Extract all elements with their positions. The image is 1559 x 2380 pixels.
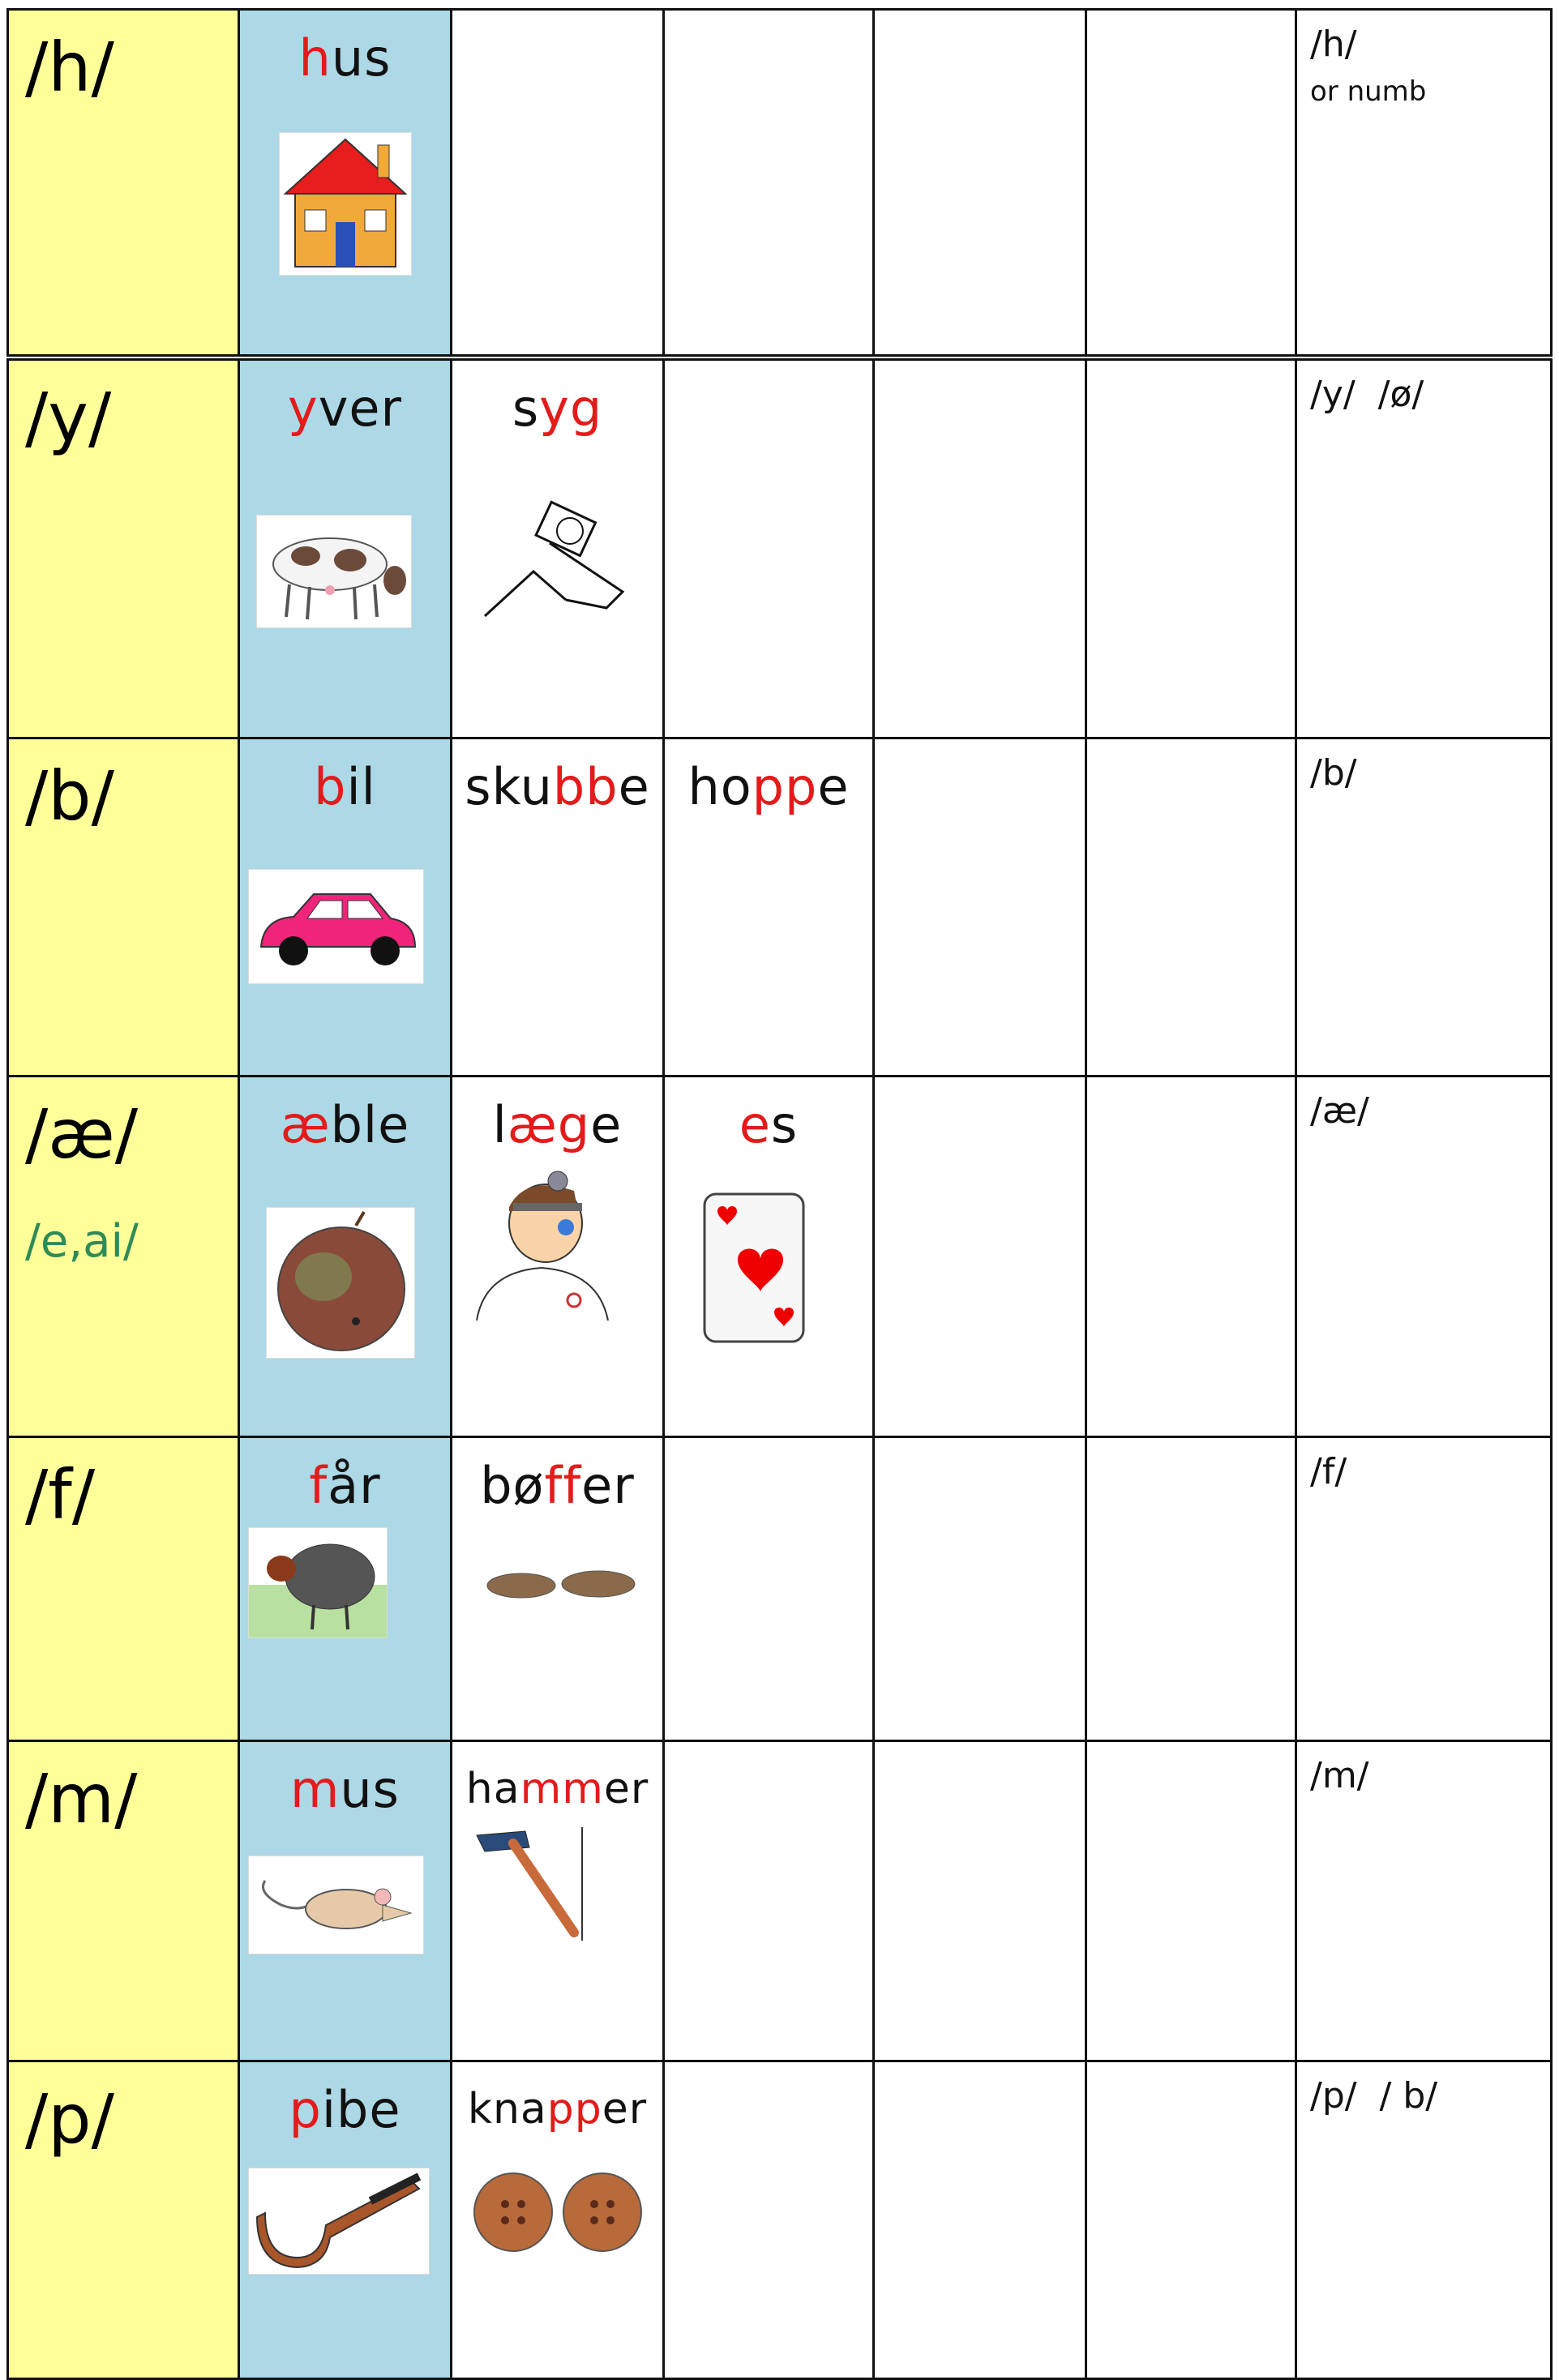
phoneme-cell <box>6 2060 240 2380</box>
apple-icon <box>266 1207 415 1359</box>
phoneme-label: /p/ <box>25 2079 114 2159</box>
note-cell <box>1295 737 1553 1077</box>
word-cell <box>662 1740 875 2062</box>
cow-icon <box>256 515 412 628</box>
phoneme-label: /y/ <box>25 378 112 457</box>
note-text: /p/ / b/ <box>1310 2075 1438 2117</box>
word-cell <box>450 1436 665 1742</box>
note-text: /m/ <box>1310 1755 1369 1796</box>
phoneme-cell <box>6 8 240 357</box>
note-cell <box>1295 1740 1553 2062</box>
phoneme-row-y <box>0 358 1559 739</box>
key-word: får <box>309 1456 381 1515</box>
mouse-icon <box>248 1856 424 1954</box>
key-word: mus <box>289 1760 400 1819</box>
word-cell <box>662 737 875 1077</box>
word-cell <box>662 8 875 357</box>
word-cell <box>872 8 1087 357</box>
example-word: knapper <box>467 2085 648 2134</box>
car-icon <box>248 869 424 984</box>
word-cell <box>872 737 1087 1077</box>
word-cell <box>872 1740 1087 2062</box>
key-word-cell <box>238 737 452 1077</box>
word-cell <box>1085 737 1297 1077</box>
note-cell <box>1295 358 1553 739</box>
note-text: /h/ <box>1310 24 1357 65</box>
example-word: bøffer <box>480 1456 635 1515</box>
note-text: /f/ <box>1310 1451 1347 1492</box>
phoneme-label: /f/ <box>25 1455 96 1535</box>
note-cell <box>1295 8 1553 357</box>
word-cell <box>450 737 665 1077</box>
sheep-icon <box>248 1527 388 1638</box>
key-word-cell <box>238 1740 452 2062</box>
pipe-icon <box>248 2168 430 2275</box>
word-cell <box>450 8 665 357</box>
key-word: hus <box>298 28 392 88</box>
phoneme-cell <box>6 737 240 1077</box>
word-cell <box>662 1075 875 1438</box>
word-cell <box>450 2060 665 2380</box>
word-cell <box>1085 1436 1297 1742</box>
example-word: læge <box>492 1095 623 1154</box>
key-word: æble <box>280 1095 410 1154</box>
word-cell <box>662 2060 875 2380</box>
word-cell <box>450 358 665 739</box>
phoneme-label: /b/ <box>25 756 114 836</box>
phoneme-variant-label: /e,ai/ <box>25 1215 139 1268</box>
example-word: hammer <box>465 1765 649 1813</box>
note-cell <box>1295 2060 1553 2380</box>
word-cell <box>872 1075 1087 1438</box>
key-word-cell <box>238 8 452 357</box>
word-cell <box>1085 8 1297 357</box>
key-word-cell <box>238 1075 452 1438</box>
word-cell <box>662 358 875 739</box>
key-word-cell <box>238 358 452 739</box>
hammer-icon <box>469 1823 598 1945</box>
phoneme-cell <box>6 358 240 739</box>
ace-of-hearts-card-icon <box>701 1191 807 1345</box>
phoneme-label: /h/ <box>25 28 114 107</box>
key-word-cell <box>238 1436 452 1742</box>
phoneme-row-ae <box>0 1075 1559 1438</box>
example-word: es <box>739 1095 799 1154</box>
patties-icon <box>485 1568 639 1604</box>
key-word: pibe <box>289 2080 401 2139</box>
note-text: /b/ <box>1310 752 1357 794</box>
note-subtext: or numb <box>1310 75 1427 108</box>
phoneme-row-f <box>0 1436 1559 1742</box>
phoneme-cell <box>6 1436 240 1742</box>
phoneme-label: /æ/ <box>25 1094 139 1174</box>
sick-person-in-bed-icon <box>477 494 631 624</box>
word-cell <box>662 1436 875 1742</box>
example-word: syg <box>512 379 603 438</box>
phoneme-row-p <box>0 2060 1559 2380</box>
note-cell <box>1295 1436 1553 1742</box>
word-cell <box>1085 1740 1297 2062</box>
phoneme-row-m <box>0 1740 1559 2062</box>
example-word: hoppe <box>687 757 850 816</box>
word-cell <box>450 1740 665 2062</box>
doctor-icon <box>469 1166 615 1325</box>
word-cell <box>1085 2060 1297 2380</box>
word-cell <box>872 2060 1087 2380</box>
phoneme-cell <box>6 1075 240 1438</box>
buttons-icon <box>469 2168 647 2257</box>
key-word: bil <box>314 757 376 816</box>
note-text: /æ/ <box>1310 1090 1369 1132</box>
word-cell <box>1085 358 1297 739</box>
note-cell <box>1295 1075 1553 1438</box>
note-text: /y/ /ø/ <box>1310 374 1424 415</box>
word-cell <box>1085 1075 1297 1438</box>
phoneme-label: /m/ <box>25 1759 138 1839</box>
example-word: skubbe <box>465 757 650 816</box>
key-word: yver <box>287 379 403 438</box>
word-cell <box>872 358 1087 739</box>
house-icon <box>279 132 412 276</box>
word-cell <box>872 1436 1087 1742</box>
phoneme-cell <box>6 1740 240 2062</box>
phoneme-row-h <box>0 8 1559 357</box>
phoneme-row-b <box>0 737 1559 1077</box>
key-word-cell <box>238 2060 452 2380</box>
word-cell <box>450 1075 665 1438</box>
